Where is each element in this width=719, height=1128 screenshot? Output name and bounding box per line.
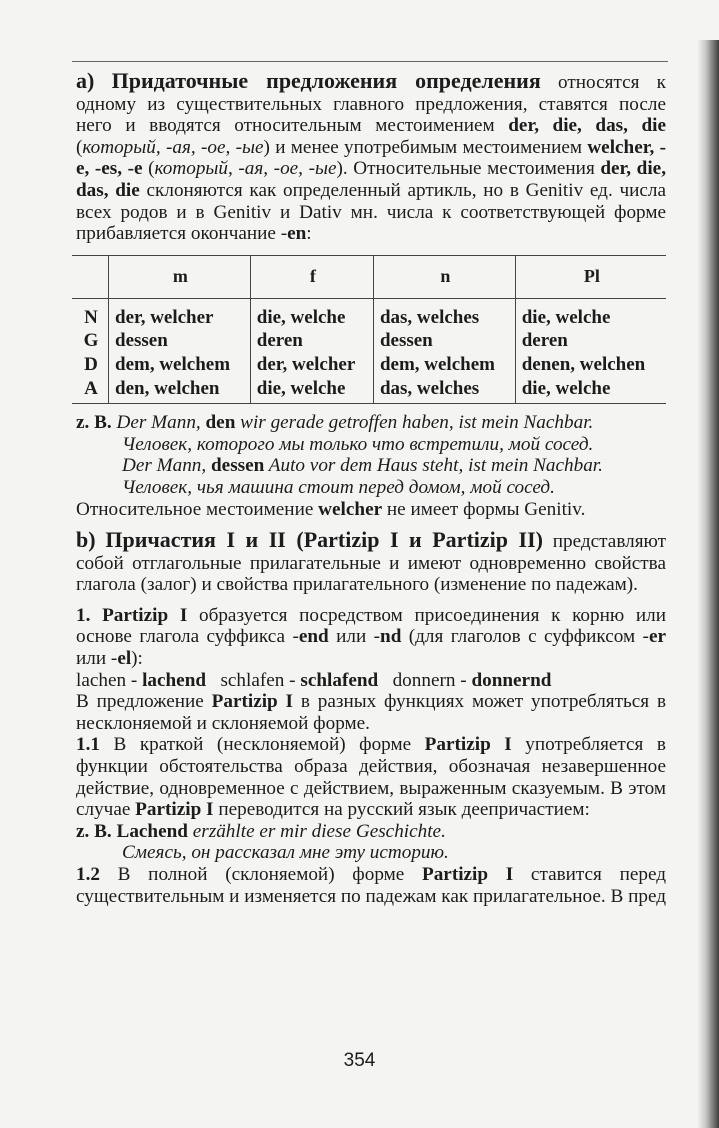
ending: en [287,223,307,245]
participle: donnernd [471,669,552,691]
text: склоняются как определенный артикль, но в Genitiv ед. числа всех родов и в Genitiv и Dativ мн. числа к соответствующей форме прибавляется окончание - [76,179,666,245]
term: Partizip I [421,864,514,885]
table-cell: dem, welchem [373,353,515,377]
text: употребляется в функции обстоятельства образа действия, обозначая незавершенное действие, одновременное с действием, выраженным сказуемым. В этом случае [76,734,666,821]
table-cell: den, welchen [109,377,251,404]
gloss: который, -ая, -ое, -ые [82,136,264,158]
point-number: 1.1 [76,734,100,756]
table-cell: das, welches [373,298,515,329]
point-number: 1.2 [76,864,100,885]
suffix: nd [380,626,402,648]
suffix: end [298,626,329,648]
top-rule [72,61,668,62]
zb-marker: z. B. [76,412,112,434]
case-label: A [72,377,109,404]
table-row [72,329,666,353]
table-cell: die, welche [515,298,666,329]
text: ставится перед существительным и изменяется по падежам как прилагательное. В пред [76,864,666,907]
table-cell: die, welche [250,377,373,404]
spacer [76,596,666,605]
term: Partizip I [211,691,294,713]
table-cell: die, welche [250,298,373,329]
example-text: Auto vor dem Haus steht, ist mein Nachbar. [264,455,603,477]
gloss: который, -ая, -ое, -ые [154,158,337,180]
zb-marker: z. B. [76,820,112,842]
suffix: er [648,626,666,648]
example-text: erzählte er mir diese Geschichte. [187,820,446,842]
text: представляют собой отглагольные прилагательные и имеют одновременно свойства глагола (залог) и свойства прилагательного (изменение по падежам). [76,531,666,596]
participle: schlafend [300,669,379,691]
page-number: 354 [343,1050,376,1071]
text: В полной (склоняемой) форме [99,864,422,885]
case-label: D [84,353,98,375]
verb: donnern - [392,669,472,691]
table-cell: der, welcher [109,298,251,329]
section-b-title: Причастия I и II (Partizip I и Partizip II) [105,527,543,553]
text: относятся к одному из существительных главного предложения, ставятся после него и вводятся относительным местоимением [76,72,667,137]
point-1-usage [76,691,666,734]
table-header-row [72,255,666,298]
point-1-1-paragraph [76,734,666,820]
section-b-paragraph [76,529,666,596]
pronoun: welcher, -e, -es, -e [76,136,666,180]
suffix: el [117,648,132,670]
table-header: f [250,255,373,298]
example-line [76,412,666,434]
text: Относительное местоимение [76,498,319,520]
verb-examples-line [76,670,666,692]
text: : [306,223,312,245]
example-text: Der Mann, [116,412,206,434]
section-a-paragraph [76,70,666,245]
text: ( [76,136,83,158]
text: образуется посредством присоединения к корню или основе глагола суффикса - [76,604,666,648]
table-cell: denen, welchen [515,353,666,377]
table-cell: dessen [373,329,515,353]
table-header [72,255,109,298]
table-header: m [109,255,251,298]
table-cell: der, welcher [250,353,373,377]
point-number: 1. [76,604,91,626]
table-cell: deren [515,329,666,353]
note-line [76,499,666,521]
table-header: Pl [515,255,666,298]
example-text: wir gerade getroffen haben, ist mein Nachbar. [235,412,594,434]
text: (для глаголов с суффиксом - [401,626,649,648]
text: или - [328,626,381,648]
pronoun: der, die, das, die [76,158,666,201]
table-cell: deren [250,329,373,353]
pronoun: der, die, das, die [508,115,666,137]
table-cell: dem, welchem [109,353,251,377]
point-1-paragraph [76,605,666,670]
table-row [72,298,666,329]
example-pronoun: dessen [211,455,265,477]
text: не имеет формы Genitiv. [382,498,586,520]
term: Partizip I [424,734,512,756]
text: переводится на русский язык деепричастием: [213,799,590,821]
case-label: G [83,330,99,352]
text: В краткой (несклоняемой) форме [99,734,425,756]
table-cell: die, welche [515,377,666,404]
example-pronoun: den [205,412,236,434]
verb: schlafen - [220,669,301,691]
example-text: Der Mann, [122,455,211,477]
text: ): [131,648,143,670]
example-participle: Lachend [116,820,188,842]
table-header: n [373,255,515,298]
declension-table [72,255,666,404]
term: Partizip I [135,799,214,821]
example-line [76,455,666,477]
text: в разных функциях может употребляться в несклоняемой и склоняемой форме. [76,691,666,734]
verb: lachen - [76,669,143,691]
text: ( [142,158,155,180]
text: или - [76,648,118,670]
translation-line: Человек, которого мы только что встретили, мой сосед. [122,433,594,455]
text: ). Относительные местоимения [336,158,601,180]
example-line [76,821,666,843]
case-label: N [84,306,98,328]
participle: lachend [142,669,207,691]
term: welcher [318,498,383,520]
term: Partizip I [102,604,188,626]
translation-line: Человек, чья машина стоит перед домом, мой сосед. [122,476,555,498]
point-1-2-paragraph [76,864,666,907]
page-content [76,70,666,907]
section-a-title: Придаточные предложения определения [111,68,541,93]
text: В предложение [76,691,212,713]
section-a-label: a) [76,68,95,93]
text: ) и менее употребимым местоимением [263,136,588,158]
table-cell: dessen [109,329,251,353]
table-row [72,353,666,377]
translation-line: Смеясь, он рассказал мне эту историю. [122,842,449,864]
page-gutter-shadow [697,40,719,1128]
section-b-label: b) [76,527,96,553]
table-row [72,377,666,404]
table-cell: das, welches [373,377,515,404]
